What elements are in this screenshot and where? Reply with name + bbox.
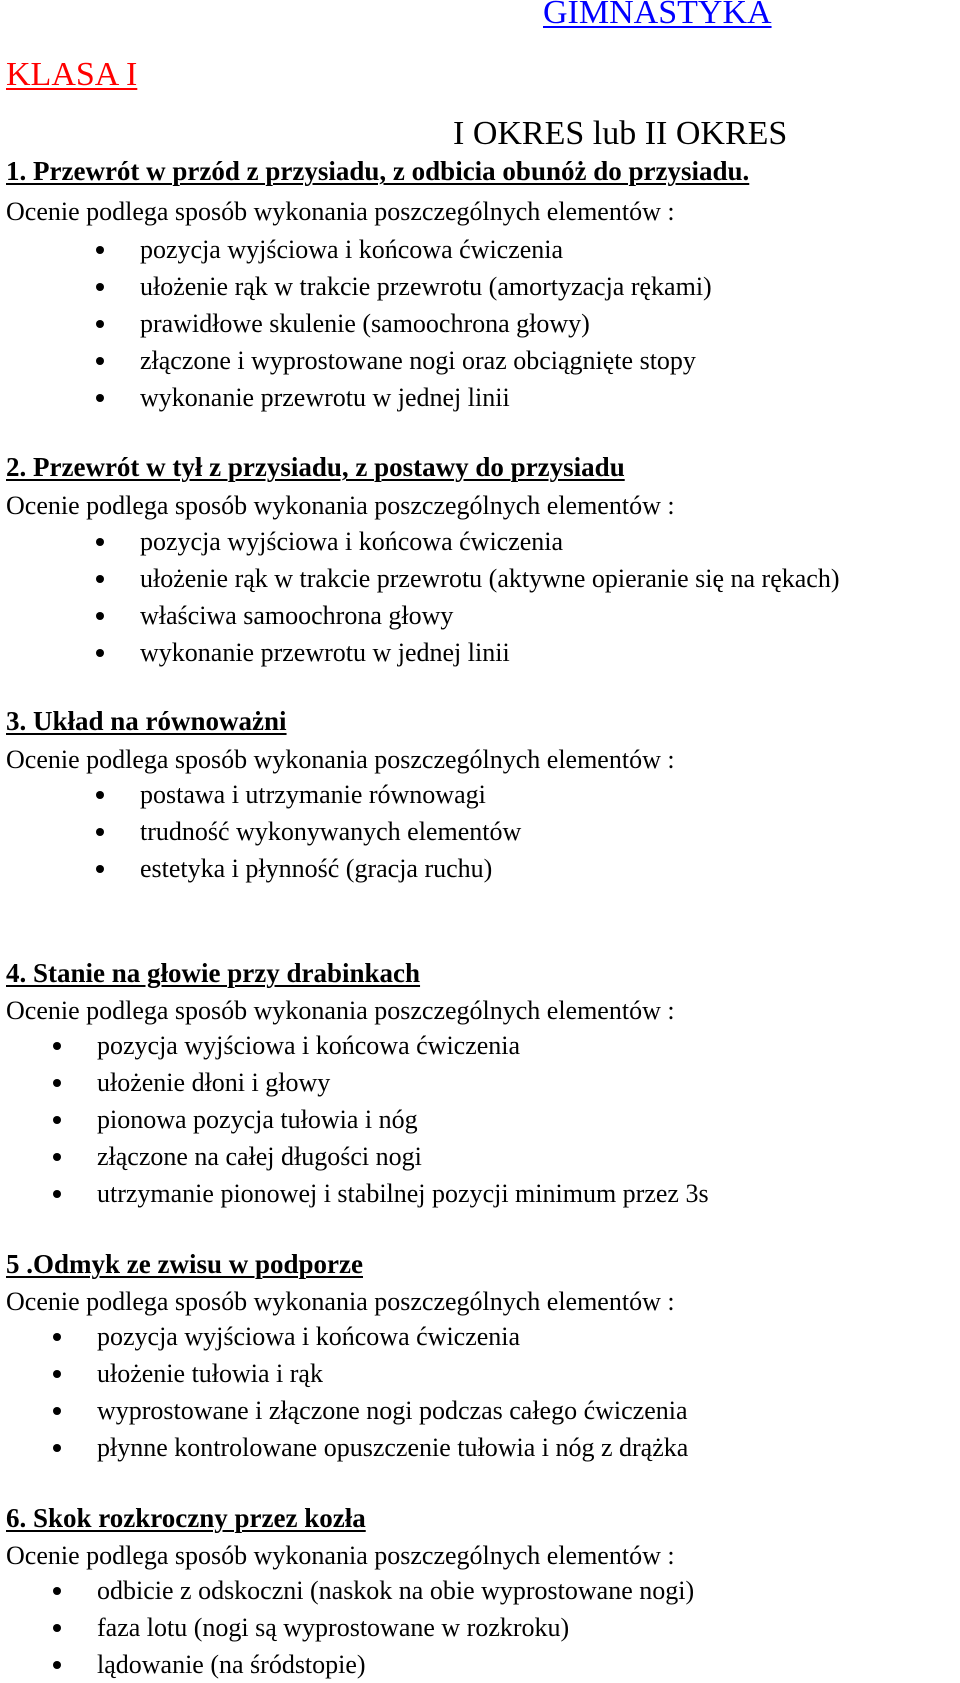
list-item: złączone na całej długości nogi xyxy=(97,1138,709,1175)
list-item: wyprostowane i złączone nogi podczas całego ćwiczenia xyxy=(97,1392,688,1429)
list-item: faza lotu (nogi są wyprostowane w rozkroku) xyxy=(97,1609,694,1646)
bullet-icon xyxy=(53,1116,61,1124)
section-title: 5 .Odmyk ze zwisu w podporze xyxy=(6,1249,363,1279)
list-item: ułożenie dłoni i głowy xyxy=(97,1064,709,1101)
bullet-icon xyxy=(96,246,104,254)
bullet-icon xyxy=(96,575,104,583)
bullet-icon xyxy=(53,1079,61,1087)
bullet-icon xyxy=(96,357,104,365)
section-title: 3. Układ na równoważni xyxy=(6,706,287,736)
list-item: pozycja wyjściowa i końcowa ćwiczenia xyxy=(140,231,712,268)
term-label: I OKRES lub II OKRES xyxy=(453,115,788,152)
list-item: pozycja wyjściowa i końcowa ćwiczenia xyxy=(140,523,840,560)
criteria-list xyxy=(140,231,712,416)
bullet-icon xyxy=(53,1190,61,1198)
list-item: postawa i utrzymanie równowagi xyxy=(140,776,521,813)
list-item: trudność wykonywanych elementów xyxy=(140,813,521,850)
bullet-icon xyxy=(53,1153,61,1161)
criteria-list xyxy=(140,523,840,671)
bullet-icon xyxy=(96,320,104,328)
list-item: pozycja wyjściowa i końcowa ćwiczenia xyxy=(97,1318,688,1355)
criteria-list xyxy=(97,1318,688,1466)
class-label: KLASA I xyxy=(6,56,138,93)
bullet-icon xyxy=(53,1407,61,1415)
list-item: wykonanie przewrotu w jednej linii xyxy=(140,634,840,671)
list-item: ułożenie tułowia i rąk xyxy=(97,1355,688,1392)
section-intro: Ocenie podlega sposób wykonania poszczególnych elementów : xyxy=(6,996,675,1025)
list-item: estetyka i płynność (gracja ruchu) xyxy=(140,850,521,887)
bullet-icon xyxy=(96,538,104,546)
bullet-icon xyxy=(53,1042,61,1050)
bullet-icon xyxy=(53,1333,61,1341)
section-title: 1. Przewrót w przód z przysiadu, z odbicia obunóż do przysiadu. xyxy=(6,156,750,186)
criteria-list xyxy=(140,776,521,887)
bullet-icon xyxy=(96,283,104,291)
bullet-icon xyxy=(96,791,104,799)
bullet-icon xyxy=(96,865,104,873)
section-title: 6. Skok rozkroczny przez kozła xyxy=(6,1503,366,1533)
list-item: utrzymanie pionowej i stabilnej pozycji minimum przez 3s xyxy=(97,1175,709,1212)
list-item: pionowa pozycja tułowia i nóg xyxy=(97,1101,709,1138)
list-item: płynne kontrolowane opuszczenie tułowia i nóg z drążka xyxy=(97,1429,688,1466)
bullet-icon xyxy=(96,612,104,620)
bullet-icon xyxy=(53,1587,61,1595)
list-item: pozycja wyjściowa i końcowa ćwiczenia xyxy=(97,1027,709,1064)
list-item: odbicie z odskoczni (naskok na obie wyprostowane nogi) xyxy=(97,1572,694,1609)
section-intro: Ocenie podlega sposób wykonania poszczególnych elementów : xyxy=(6,491,675,520)
bullet-icon xyxy=(53,1444,61,1452)
list-item: prawidłowe skulenie (samoochrona głowy) xyxy=(140,305,712,342)
list-item: ułożenie rąk w trakcie przewrotu (amortyzacja rękami) xyxy=(140,268,712,305)
list-item: lądowanie (na śródstopie) xyxy=(97,1646,694,1683)
bullet-icon xyxy=(96,649,104,657)
list-item: właściwa samoochrona głowy xyxy=(140,597,840,634)
bullet-icon xyxy=(96,394,104,402)
list-item: złączone i wyprostowane nogi oraz obciągnięte stopy xyxy=(140,342,712,379)
section-title: 4. Stanie na głowie przy drabinkach xyxy=(6,958,421,988)
bullet-icon xyxy=(96,828,104,836)
list-item: ułożenie rąk w trakcie przewrotu (aktywne opieranie się na rękach) xyxy=(140,560,840,597)
bullet-icon xyxy=(53,1370,61,1378)
list-item: wykonanie przewrotu w jednej linii xyxy=(140,379,712,416)
document-title: GIMNASTYKA xyxy=(543,0,772,31)
section-intro: Ocenie podlega sposób wykonania poszczególnych elementów : xyxy=(6,1541,675,1570)
section-intro: Ocenie podlega sposób wykonania poszczególnych elementów : xyxy=(6,197,675,226)
bullet-icon xyxy=(53,1624,61,1632)
criteria-list xyxy=(97,1572,694,1683)
section-title: 2. Przewrót w tył z przysiadu, z postawy do przysiadu xyxy=(6,452,625,482)
bullet-icon xyxy=(53,1661,61,1669)
section-intro: Ocenie podlega sposób wykonania poszczególnych elementów : xyxy=(6,745,675,774)
section-intro: Ocenie podlega sposób wykonania poszczególnych elementów : xyxy=(6,1287,675,1316)
criteria-list xyxy=(97,1027,709,1212)
